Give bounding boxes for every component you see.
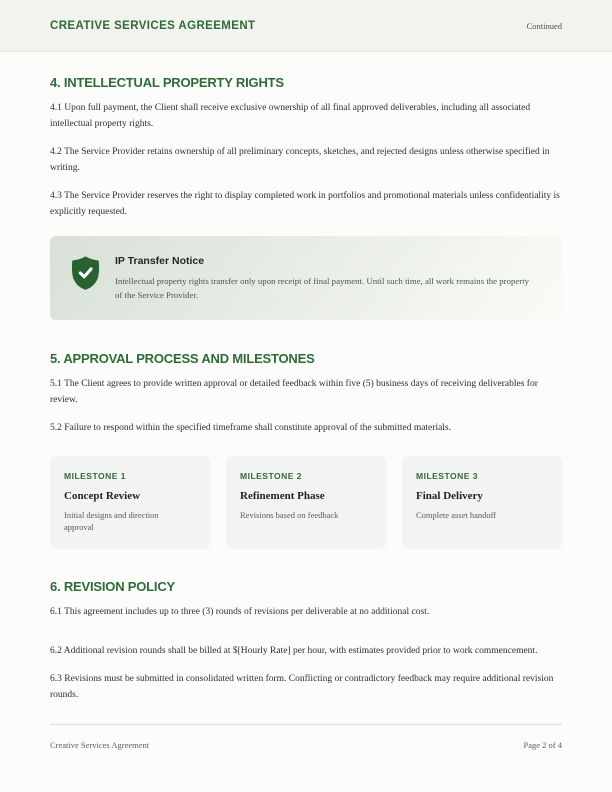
notice-text-group — [115, 255, 535, 302]
shield-check-icon — [70, 256, 101, 295]
section-heading-revision-policy: 6. REVISION POLICY — [50, 579, 175, 594]
milestone-title: Refinement Phase — [240, 490, 325, 502]
milestone-label: MILESTONE 1 — [64, 471, 127, 481]
clause-5-2: 5.2 Failure to respond within the specified timeframe shall constitute approval of the submitted materials. — [50, 423, 452, 433]
milestone-card-2 — [226, 456, 386, 549]
section-heading-ip-rights: 4. INTELLECTUAL PROPERTY RIGHTS — [50, 75, 284, 90]
notice-title: IP Transfer Notice — [115, 255, 205, 267]
document-footer — [50, 724, 562, 750]
clause-6-3: 6.3 Revisions must be submitted in consolidated written form. Conflicting or contradictory feedback may require additional revision rounds. — [50, 674, 554, 700]
milestone-description: Complete asset handoff — [416, 510, 497, 520]
notice-body: Intellectual property rights transfer only upon receipt of final payment. Until such time, all work remains the property of the Service Provider. — [115, 276, 530, 300]
clause-4-2: 4.2 The Service Provider retains ownership of all preliminary concepts, sketches, and rejected designs unless otherwise specified in writing. — [50, 147, 550, 173]
revision-policy-section — [50, 579, 562, 703]
milestone-label: MILESTONE 2 — [240, 471, 303, 481]
milestone-card-1 — [50, 456, 210, 549]
milestone-cards-row — [50, 456, 562, 549]
footer-document-name: Creative Services Agreement — [50, 740, 150, 750]
clause-6-1: 6.1 This agreement includes up to three (3) rounds of revisions per deliverable at no additional cost. — [50, 607, 430, 617]
document-header — [0, 0, 612, 52]
milestone-title: Concept Review — [64, 490, 141, 502]
milestone-description: Initial designs and direction approval — [64, 510, 159, 532]
ip-transfer-notice-callout — [50, 236, 562, 320]
section-heading-approval-process: 5. APPROVAL PROCESS AND MILESTONES — [50, 351, 315, 366]
milestone-card-3 — [402, 456, 562, 549]
clause-5-1: 5.1 The Client agrees to provide written approval or detailed feedback within five (5) business days of receiving deliverables for review. — [50, 379, 538, 405]
document-body — [0, 52, 612, 703]
continued-label: Continued — [526, 20, 562, 31]
footer-page-number: Page 2 of 4 — [523, 740, 562, 750]
document-title: CREATIVE SERVICES AGREEMENT — [50, 19, 256, 32]
clause-4-3: 4.3 The Service Provider reserves the right to display completed work in portfolios and promotional materials unless confidentiality is explicitly requested. — [50, 191, 560, 217]
milestone-label: MILESTONE 3 — [416, 471, 479, 481]
milestone-title: Final Delivery — [416, 490, 483, 502]
clause-4-1: 4.1 Upon full payment, the Client shall receive exclusive ownership of all final approved deliverables, including all associated intellectual property rights. — [50, 103, 531, 129]
clause-6-2: 6.2 Additional revision rounds shall be billed at $[Hourly Rate] per hour, with estimates provided prior to work commencement. — [50, 646, 538, 656]
milestone-description: Revisions based on feedback — [240, 510, 339, 520]
